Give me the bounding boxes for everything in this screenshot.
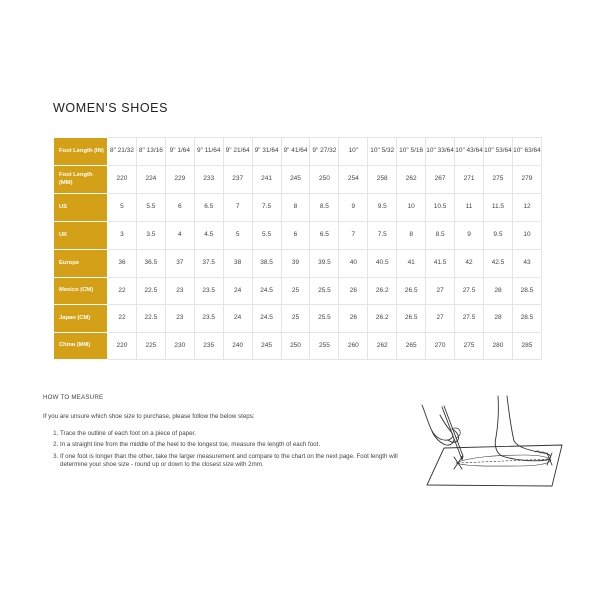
size-chart-cell: 9" 21/64 (223, 138, 252, 166)
size-chart-cell: 42.5 (483, 250, 512, 278)
size-chart-cell: 241 (252, 166, 281, 194)
size-chart-cell: 224 (136, 166, 165, 194)
size-chart-cell: 28 (483, 305, 512, 333)
size-chart-cell: 275 (455, 333, 484, 360)
size-chart-cell: 8.5 (310, 194, 339, 222)
size-chart-cell: 23 (165, 278, 194, 305)
size-chart-cell: 9" 31/64 (252, 138, 281, 166)
size-chart-cell: 27 (426, 278, 455, 305)
size-chart-cell: 8 (281, 194, 310, 222)
paper-outline (427, 445, 562, 486)
size-chart-cell: 285 (512, 333, 541, 360)
size-chart-cell: 4.5 (194, 222, 223, 250)
size-chart-cell: 225 (136, 333, 165, 360)
size-chart-cell: 26 (339, 305, 368, 333)
size-chart-cell: 258 (368, 166, 397, 194)
size-chart-cell: 41 (397, 250, 426, 278)
size-chart-cell: 9" 41/64 (281, 138, 310, 166)
size-chart-cell: 40 (339, 250, 368, 278)
size-chart-cell: 26.2 (368, 278, 397, 305)
size-chart-cell: 28.5 (512, 305, 541, 333)
size-chart-cell: 39 (281, 250, 310, 278)
size-chart-row (54, 305, 542, 333)
leg-outline (495, 396, 550, 461)
size-chart-cell: 24.5 (252, 278, 281, 305)
size-chart-cell: 9 (339, 194, 368, 222)
size-chart-cell: 23.5 (194, 278, 223, 305)
measure-step: 2. In a straight line from the middle of the heel to the longest toe, measure the length of each foot. (60, 441, 413, 450)
size-chart-cell: 25 (281, 278, 310, 305)
size-chart-cell: 235 (194, 333, 223, 360)
size-chart-row (54, 166, 542, 194)
how-to-measure-steps (43, 430, 413, 470)
size-chart-cell: 8" 21/32 (108, 138, 137, 166)
size-chart-cell: 275 (483, 166, 512, 194)
size-chart-cell: 9 (455, 222, 484, 250)
size-chart-cell: 37.5 (194, 250, 223, 278)
size-chart-cell: 7 (339, 222, 368, 250)
hand-outline (432, 429, 459, 445)
size-chart-cell: 10" 43/64 (455, 138, 484, 166)
size-chart-cell: 265 (397, 333, 426, 360)
size-chart-cell: 5 (108, 194, 137, 222)
size-chart-row-label: UK (54, 222, 108, 250)
size-chart-cell: 254 (339, 166, 368, 194)
size-chart-cell: 25 (281, 305, 310, 333)
size-chart-cell: 25.5 (310, 278, 339, 305)
size-chart-cell: 8.5 (426, 222, 455, 250)
size-chart-cell: 12 (512, 194, 541, 222)
size-chart-cell: 37 (165, 250, 194, 278)
size-chart-row (54, 222, 542, 250)
size-chart-cell: 5 (223, 222, 252, 250)
size-chart-cell: 11 (455, 194, 484, 222)
size-chart-cell: 26 (339, 278, 368, 305)
size-chart-cell: 245 (252, 333, 281, 360)
size-chart-cell: 9" 11/64 (194, 138, 223, 166)
size-chart-cell: 38.5 (252, 250, 281, 278)
size-chart-cell: 27.5 (455, 278, 484, 305)
size-chart-cell: 22 (108, 278, 137, 305)
size-chart-cell: 36.5 (136, 250, 165, 278)
size-chart-cell: 28 (483, 278, 512, 305)
size-chart-cell: 24.5 (252, 305, 281, 333)
size-chart-cell: 10" 5/16 (397, 138, 426, 166)
size-chart-cell: 267 (426, 166, 455, 194)
measure-step: 3. If one foot is longer than the other, take the larger measurement and compare to the chart on the next page. Foot length will determine your shoe size - round up or down to the closest size with 2mm. (60, 453, 413, 470)
size-chart-cell: 260 (339, 333, 368, 360)
size-chart-cell: 41.5 (426, 250, 455, 278)
size-chart-row (54, 194, 542, 222)
size-chart-cell: 42 (455, 250, 484, 278)
size-chart-cell: 10" 5/32 (368, 138, 397, 166)
size-chart-cell: 22.5 (136, 305, 165, 333)
size-chart-cell: 27 (426, 305, 455, 333)
size-chart-cell: 3.5 (136, 222, 165, 250)
size-chart-row-label: Japan (CM) (54, 305, 108, 333)
size-chart-cell: 28.5 (512, 278, 541, 305)
size-chart-cell: 271 (455, 166, 484, 194)
size-chart-cell: 5.5 (136, 194, 165, 222)
size-chart-cell: 230 (165, 333, 194, 360)
size-chart-cell: 240 (223, 333, 252, 360)
size-chart-row-label: Foot Length (IN) (54, 138, 108, 166)
size-chart-cell: 24 (223, 305, 252, 333)
size-chart-cell: 262 (397, 166, 426, 194)
size-chart-cell: 237 (223, 166, 252, 194)
size-chart-cell: 36 (108, 250, 137, 278)
size-chart-cell: 26.2 (368, 305, 397, 333)
size-chart-cell: 23.5 (194, 305, 223, 333)
how-to-measure-intro: If you are unsure which shoe size to purchase, please follow the below steps: (43, 413, 255, 420)
size-chart-cell: 9" 1/64 (165, 138, 194, 166)
size-chart-cell: 6 (281, 222, 310, 250)
size-chart-cell: 26.5 (397, 305, 426, 333)
size-chart-cell: 250 (281, 333, 310, 360)
size-chart-cell: 43 (512, 250, 541, 278)
size-chart-row-label: China (MM) (54, 333, 108, 360)
size-chart-cell: 245 (281, 166, 310, 194)
size-chart-cell: 6.5 (194, 194, 223, 222)
size-chart-cell: 10.5 (426, 194, 455, 222)
size-chart-row (54, 250, 542, 278)
size-chart-cell: 7.5 (368, 222, 397, 250)
size-chart-cell: 270 (426, 333, 455, 360)
size-chart-cell: 10" (339, 138, 368, 166)
how-to-measure-section (43, 394, 413, 472)
size-chart-cell: 26.5 (397, 278, 426, 305)
size-chart-cell: 25.5 (310, 305, 339, 333)
page-title: WOMEN'S SHOES (53, 101, 169, 115)
size-chart-row-label: Foot Length (MM) (54, 166, 108, 194)
size-chart-cell: 22 (108, 305, 137, 333)
size-chart-cell: 23 (165, 305, 194, 333)
size-chart-row-label: Mexico (CM) (54, 278, 108, 305)
size-chart-cell: 262 (368, 333, 397, 360)
size-chart-row-label: Europe (54, 250, 108, 278)
size-chart-cell: 10" 33/64 (426, 138, 455, 166)
size-chart-cell: 40.5 (368, 250, 397, 278)
foot-tracing-illustration-icon (414, 393, 574, 493)
size-chart-table (53, 137, 542, 360)
size-chart-cell: 39.5 (310, 250, 339, 278)
size-chart-cell: 11.5 (483, 194, 512, 222)
size-chart-cell: 250 (310, 166, 339, 194)
how-to-measure-title: HOW TO MEASURE (43, 394, 104, 401)
size-chart-row (54, 333, 542, 360)
size-chart-cell: 10 (397, 194, 426, 222)
size-chart-cell: 5.5 (252, 222, 281, 250)
size-chart-cell: 220 (108, 333, 137, 360)
size-chart-cell: 6 (165, 194, 194, 222)
size-chart-cell: 4 (165, 222, 194, 250)
size-chart-cell: 9.5 (483, 222, 512, 250)
size-chart-cell: 280 (483, 333, 512, 360)
size-chart-cell: 6.5 (310, 222, 339, 250)
size-chart-row (54, 138, 542, 166)
size-chart-row-label: US (54, 194, 108, 222)
size-chart-cell: 10 (512, 222, 541, 250)
size-chart-cell: 27.5 (455, 305, 484, 333)
size-chart-cell: 8 (397, 222, 426, 250)
size-chart-cell: 229 (165, 166, 194, 194)
size-chart-cell: 7 (223, 194, 252, 222)
size-chart-cell: 279 (512, 166, 541, 194)
size-chart-cell: 10" 63/64 (512, 138, 541, 166)
size-chart-cell: 220 (108, 166, 137, 194)
size-chart-cell: 38 (223, 250, 252, 278)
size-chart-cell: 9" 27/32 (310, 138, 339, 166)
size-chart-cell: 3 (108, 222, 137, 250)
size-chart-cell: 233 (194, 166, 223, 194)
size-chart-cell: 7.5 (252, 194, 281, 222)
size-chart-cell: 24 (223, 278, 252, 305)
size-chart-row (54, 278, 542, 305)
size-chart-cell: 9.5 (368, 194, 397, 222)
size-chart-cell: 22.5 (136, 278, 165, 305)
size-chart-cell: 255 (310, 333, 339, 360)
size-chart-cell: 10" 53/64 (483, 138, 512, 166)
size-chart-cell: 8" 13/16 (136, 138, 165, 166)
measure-step: 1. Trace the outline of each foot on a piece of paper. (60, 430, 413, 439)
